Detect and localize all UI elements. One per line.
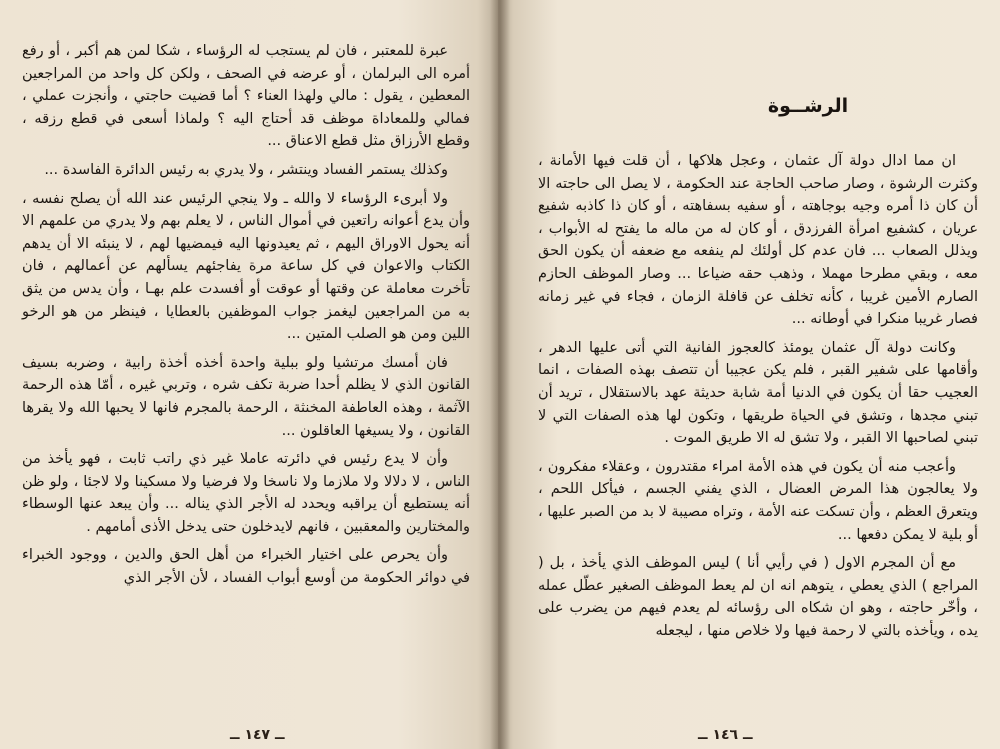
right-page-body: [538, 150, 978, 648]
book-gutter: [490, 0, 510, 749]
left-page: [0, 0, 498, 749]
paragraph: ان مما ادال دولة آل عثمان ، وعجل هلاكها ، أن قلت فيها الأمانة ، وكثرت الرشوة ، وصار صاحب الحاجة عند الحكومة ، لا يصل الى حاجته الا أن كان ذا أمره وجيه بوجاهته ، أو سفيه بسفاهته ، أو كان ذا كاذبه شفيع عريان ، كشفيع امرأة الفرزدق ، أو كان له من ماله ما يفتح له الأبواب ، ويذلل الصعاب ... فان عدم كل أولئك لم ينفعه مع ضعفه أن يكون الحق معه ، وبقي مطرحا مهملا ، وذهب حقه ضياعا ... وصار الموظف الحازم الصارم الأمين غريبا ، كأنه تخلف عن قافلة الزمان ، فجاء في غير زمانه فصار غريبا منكرا في أوطانه ...: [538, 153, 978, 328]
paragraph: وكانت دولة آل عثمان يومئذ كالعجوز الفانية التي أتى عليها الدهر ، وأقامها على شفير القبر ، فلم يكن عجيبا أن تتصف بهذه الصفات ، انما العجيب حقا أن يكون في الدنيا أمة شابة حديثة عهد بالاستقلال ، تريد أن تبني مجدها ، وتشق في الحياة طريقها ، وتكون لها هذه الصفات التي لا تبني لصاحبها الا القبر ، ولا تشق له الا طريق الموت .: [538, 339, 978, 447]
paragraph: وكذلك يستمر الفساد وينتشر ، ولا يدري به رئيس الدائرة الفاسدة ...: [44, 161, 448, 178]
chapter-title: الرشــوة: [767, 95, 849, 117]
paragraph: وأن لا يدع رئيس في دائرته عاملا غير ذي راتب ثابت ، فهو يأخذ من الناس ، لا دلالا ولا ملازما ولا ناسخا ولا فرضيا ولا مسكينا ولا لاجئا ، ولو ظن أنه يستطيع أن يراقبه ويحدد له الأجر الذي يناله ... وأن يبعد عنها الوسطاء والمختارين والمعقبين ، فانهم لايدخلون حتى يدخل الأذى أمامهم .: [22, 451, 470, 535]
paragraph: وأن يحرص على اختيار الخبراء من أهل الحق والدين ، ووجود الخبراء في دوائر الحكومة من أوسع أبواب الفساد ، لأن الأجر الذي: [22, 547, 470, 587]
left-page-body: [22, 40, 470, 596]
paragraph: ولا أبرىء الرؤساء لا والله ـ ولا ينجي الرئيس عند الله أن يصلح نفسه ، وأن يدع أعوانه راتعين في أموال الناس ، لا يعلم بهم ولا يدري من علمهم الا أنه يحول الاوراق اليهم ، ثم يعيدونها اليه فيمضيها لهم ، لا ينبئه الا أن يدهم الكتاب والاعوان في كل ساعة مرة يفاجئهم يسألهم عن أعمالهم ، فان تأخرت معاملة عن وقتها أو عوقت أو أفسدت علم بهـا ، وأن يدس من يثق به من المراجعين ليغمز جواب الموظفين بالعطايا ، فينظر من هو الرخو اللين ومن هو الصلب المتين ...: [22, 190, 470, 343]
paragraph: مع أن المجرم الاول ( في رأيي أنا ) ليس الموظف الذي يأخذ ، بل ( المراجع ) الذي يعطي ، يتوهم انه ان لم يعط الموظف الصغير عطّل عمله ، وأخّر حاجته ، وهو ان شكاه الى رؤسائه لم يعدم فيهم من يضرب على يده ، ويأخذه بالتي لا رحمة فيها ولا خلاص منها ، ليجعله: [538, 555, 978, 639]
page-number: ــ ١٤٧ ــ: [230, 727, 285, 743]
paragraph: فان أمسك مرتشيا ولو ببلية واحدة أخذه أخذة رابية ، وضربه بسيف القانون الذي لا يظلم أحدا ضربة تكف شره ، وتربي غيره ، أمّا هذه الرحمة الآثمة ، وهذه العاطفة المخنثة ، الرحمة بالمجرم فانها لا يحبها الله ولا يقرها القانون ، ولا يسيغها العاقلون ...: [22, 354, 470, 439]
right-page: [498, 0, 1000, 749]
page-number: ــ ١٤٦ ــ: [698, 727, 753, 743]
paragraph: وأعجب منه أن يكون في هذه الأمة امراء مقتدرون ، وعقلاء مفكرون ، ولا يعالجون هذا المرض العضال ، الذي يفني الجسم ، فيأكل اللحم ، ويتعرق العظم ، وأن تسكت عنه الأمة ، وتراه مصيبة لا بد من الصبر عليها ، أو بلية لا يمكن دفعها ...: [538, 458, 978, 543]
paragraph: عبرة للمعتبر ، فان لم يستجب له الرؤساء ، شكا لمن هم أكبر ، أو رفع أمره الى البرلمان ، أو عرضه في الصحف ، ولكن كل واحد من المراجعين المعطين ، يقول : مالي ولهذا العناء ؟ أما قضيت حاجتي ، وأنجزت عملي ، فمالي وللمعاداة موظف قد أحتاج اليه ؟ ولماذا أسعى في قطع رزقه ، وقطع الأرزاق مثل قطع الاعناق ...: [22, 43, 470, 150]
